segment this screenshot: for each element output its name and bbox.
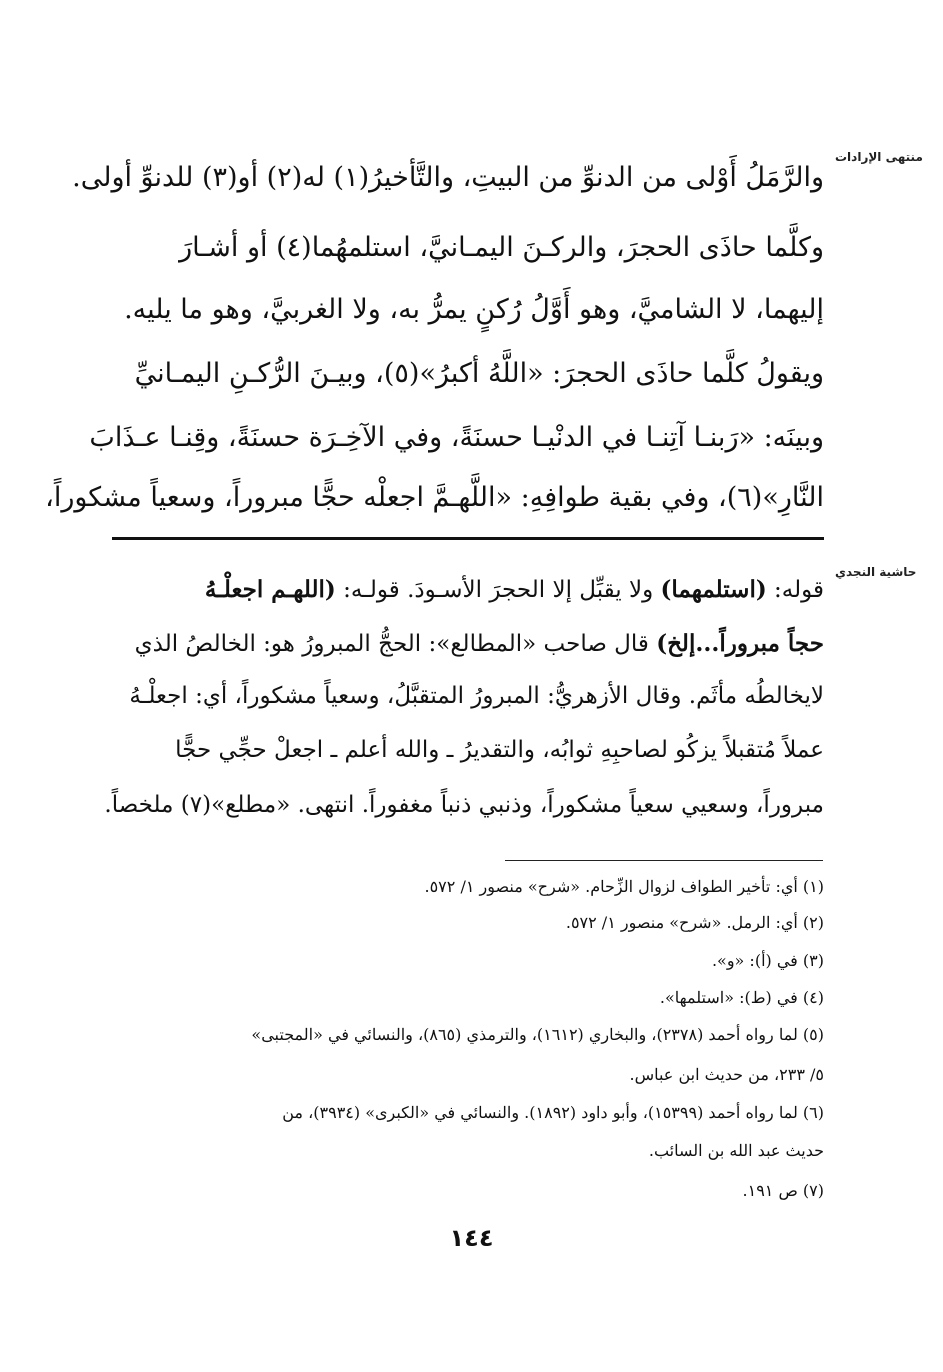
footnote: (٤) في (ط): «استلمها». <box>659 988 824 1007</box>
footnote: (١) أي: تأخير الطواف لزوال الزِّحام. «شرح» منصور ١/ ٥٧٢. <box>424 877 824 896</box>
main-line: إليهما، لا الشاميَّ، وهو أَوَّلُ رُكنٍ يمرُّ به، ولا الغربيَّ، وهو ما يليه. <box>124 294 824 325</box>
note-text-segment: قوله: <box>766 577 824 603</box>
note-quote: حجاً مبروراً...إلخ) <box>656 630 824 657</box>
note-line <box>112 573 824 607</box>
main-line: وكلَّما حاذَى الحجرَ، والركـنَ اليمـانيَّ، استلمهُما(٤) أو أشـارَ <box>179 232 824 263</box>
page-number: ١٤٤ <box>449 1224 494 1252</box>
main-line: وبينَه: «رَبنـا آتِنـا في الدنْيـا حسنَةً، وفي الآخِـرَة حسنَةً، وقِنـا عـذَابَ <box>89 422 824 453</box>
footnote: (٦) لما رواه أحمد (١٥٣٩٩)، وأبو داود (١٨٩٢). والنسائي في «الكبرى» (٣٩٣٤)، من <box>282 1103 824 1122</box>
note-line: لايخالطُه مأثَم. وقال الأزهريُّ: المبرورُ المتقبَّلُ، وسعياً مشكوراً، أي: اجعلْـهُ <box>129 683 824 709</box>
note-text-segment: قال صاحب «المطالع»: الحجُّ المبرورُ هو: الخالصُ الذي <box>134 631 657 657</box>
footnote: (٥) لما رواه أحمد (٢٣٧٨)، والبخاري (١٦١٢)، والترمذي (٨٦٥)، والنسائي في «المجتبى» <box>251 1025 824 1044</box>
footnote: (٢) أي: الرمل. «شرح» منصور ١/ ٥٧٢. <box>565 913 824 932</box>
note-quote: (اللهـم اجعلْـهُ <box>204 576 336 603</box>
footnote: حديث عبد الله بن السائب. <box>648 1141 824 1160</box>
note-line: مبروراً، وسعيي سعياً مشكوراً، وذنبي ذنباً مغفوراً. انتهى. «مطلع»(٧) ملخصاً. <box>104 792 824 818</box>
footnote: (٣) في (أ): «و». <box>711 951 824 970</box>
footnote: ٥/ ٢٣٣، من حديث ابن عباس. <box>629 1065 824 1084</box>
note-quote: (استلمهما) <box>660 576 767 603</box>
side-label-main: منتهى الإرادات <box>835 150 923 164</box>
note-text-segment: ولا يقبِّل إلا الحجرَ الأسـودَ. قولـه: <box>335 577 661 603</box>
main-line: النَّارِ»(٦)، وفي بقية طوافِهِ: «اللَّهـمَّ اجعلْه حجًّا مبروراً، وسعياً مشكوراً، <box>45 482 824 513</box>
footnote: (٧) ص ١٩١. <box>742 1181 824 1200</box>
footnote-divider <box>505 860 823 861</box>
main-line: ويقولُ كلَّما حاذَى الحجرَ: «اللَّهُ أكبرُ»(٥)، وبيـنَ الرُّكـنِ اليمـانيِّ <box>134 358 824 389</box>
note-line <box>112 627 824 661</box>
side-label-note: حاشية النجدي <box>835 565 917 579</box>
section-divider <box>112 537 824 540</box>
note-line: عملاً مُتقبلاً يزكُو لصاحبِهِ ثوابُه، والتقديرُ ـ والله أعلم ـ اجعلْ حجِّي حجًّا <box>175 737 824 763</box>
main-line: والرَّمَلُ أَوْلى من الدنوِّ من البيتِ، والتَّأخيرُ(١) له(٢) أو(٣) للدنوِّ أولى. <box>72 162 824 193</box>
